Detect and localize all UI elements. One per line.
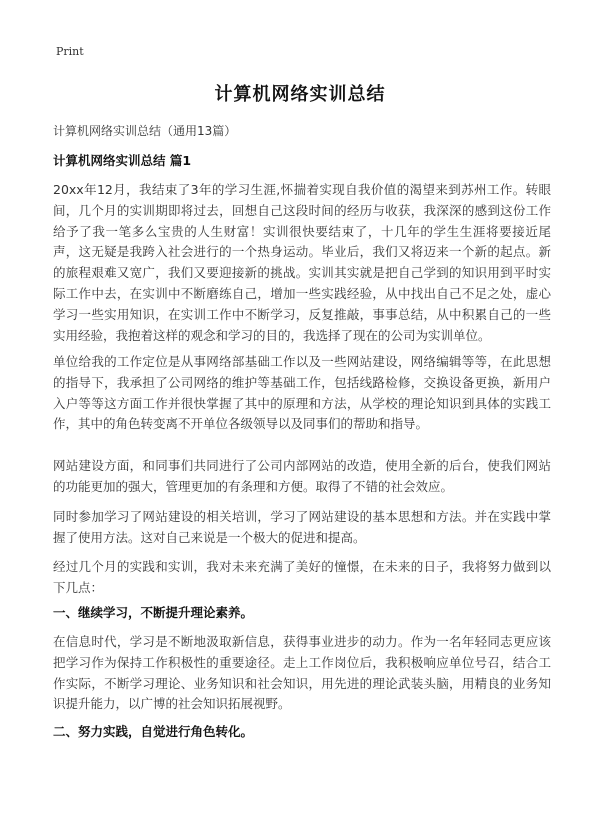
paragraph-2: 单位给我的工作定位是从事网络部基础工作以及一些网站建设，网络编辑等等，在此思想的指导下，我承担了公司网络的维护等基础工作，包括线路检修，交换设备更换，新用户入户等等这方面工作并很快掌握了其中的原理和方法，从学校的理论知识到具体的实践工作，其中的角色转变离不开单位各级领导以及同事们的帮助和指导。: [53, 354, 551, 432]
point-one-heading: 一、继续学习，不断提升理论素养。: [53, 605, 254, 620]
paragraph-4: 同时参加学习了网站建设的相关培训，学习了网站建设的基本思想和方法。并在实践中掌握了使用方法。这对自己来说是一个极大的促进和提高。: [53, 509, 551, 545]
point-two-heading: 二、努力实践，自觉进行角色转化。: [53, 724, 254, 739]
paragraph-1: 20xx年12月，我结束了3年的学习生涯,怀揣着实现自我价值的渴望来到苏州工作。转眼间，几个月的实训期即将过去，回想自己这段时间的经历与收获，我深深的感到这份工作给予了我一笔多么宝贵的人生财富！实训很快要结束了，十几年的学生生涯将要接近尾声，这无疑是我跨入社会进行的一个热身运动。毕业后，我们又将迈来一个新的起点。新的旅程艰难又宽广，我们又要迎接新的挑战。实训其实就是把自己学到的知识用到平时实际工作中去，在实训中不断磨练自己，增加一些实践经验，从中找出自己不足之处，虚心学习一些实用知识，在实训工作中不断学习，反复推敲，事事总结，从中积累自己的一些实用经验，我抱着这样的观念和学习的目的，我选择了现在的公司为实训单位。: [53, 182, 551, 343]
paragraph-3: 网站建设方面，和同事们共同进行了公司内部网站的改造，使用全新的后台，使我们网站的功能更加的强大，管理更加的有条理和方便。取得了不错的社会效应。: [53, 458, 551, 494]
point-one-paragraph: 在信息时代，学习是不断地汲取新信息，获得事业进步的动力。作为一名年轻同志更应该把学习作为保持工作积极性的重要途径。走上工作岗位后，我积极响应单位号召，结合工作实际，不断学习理论、业务知识和社会知识，用先进的理论武装头脑，用精良的业务知识提升能力，以广博的社会知识拓展视野。: [53, 634, 551, 712]
section-heading: 计算机网络实训总结 篇1: [53, 153, 192, 168]
page-title: 计算机网络实训总结: [214, 84, 386, 105]
print-link[interactable]: Print: [56, 45, 84, 58]
paragraph-5: 经过几个月的实践和实训，我对未来充满了美好的憧憬，在未来的日子，我将努力做到以下几点：: [53, 559, 551, 595]
document-subtitle: 计算机网络实训总结（通用13篇）: [53, 124, 237, 138]
